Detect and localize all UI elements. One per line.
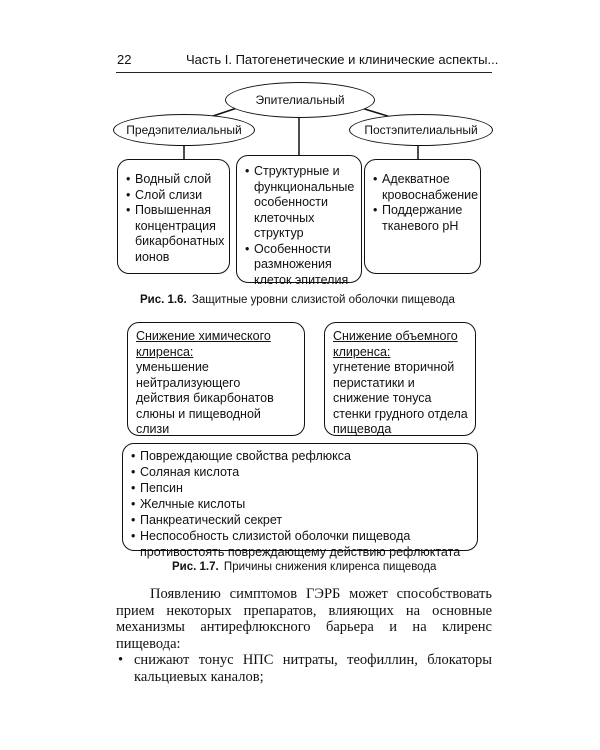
list-item: • Адекватное кровоснабжение xyxy=(373,172,479,202)
list-item: • Повышенная концентрация бикарбонатных ионов xyxy=(126,203,225,264)
bullet-icon: • xyxy=(118,652,124,668)
list-item: • Слой слизи xyxy=(126,187,203,202)
oval-epithelial: Эпителиальный xyxy=(225,82,375,118)
box-title: Снижение объемного клиренса: xyxy=(333,329,458,359)
box-title: Снижение химического клиренса: xyxy=(136,329,271,359)
box-text: уменьшение нейтрализующего действия бикарбонатов слюны и пищеводной слизи xyxy=(136,360,274,436)
list-item: • Неспособность слизистой оболочки пищевода противостоять повреждающему действию рефлюктата xyxy=(131,529,461,559)
list-item: • Повреждающие свойства рефлюкса xyxy=(131,449,351,463)
list-item: • Водный слой xyxy=(126,172,212,186)
box-postepithelial xyxy=(364,159,481,274)
body-text xyxy=(116,586,492,685)
caption-text: Причины снижения клиренса пищевода xyxy=(223,561,437,573)
list-item: • Поддержание тканевого рН xyxy=(373,203,463,233)
caption-label: Рис. 1.6. xyxy=(140,294,187,306)
box-epithelial xyxy=(236,155,362,287)
list-item: • Желчные кислоты xyxy=(131,497,246,511)
figure-1-7-caption xyxy=(172,561,436,573)
box-text: угнетение вторичной перистатики и снижение тонуса стенки грудного отдела пищевода xyxy=(333,360,468,436)
box-chemical-clearance xyxy=(127,322,305,436)
list-item: • Соляная кислота xyxy=(131,465,240,479)
running-title: Часть I. Патогенетические и клинические аспекты... xyxy=(186,52,499,67)
caption-text: Защитные уровни слизистой оболочки пищевода xyxy=(191,294,455,306)
list-item: • Панкреатический секрет xyxy=(131,513,283,527)
box-preepithelial xyxy=(117,159,230,274)
list-item: • Особенности размножения клеток эпителия xyxy=(245,241,349,287)
box-reflux-properties xyxy=(122,443,478,559)
oval-postepithelial: Постэпителиальный xyxy=(349,114,493,146)
box-volume-clearance xyxy=(324,322,476,436)
list-item: • снижают тонус НПС нитраты, теофиллин, блокаторы кальциевых каналов; xyxy=(118,652,492,685)
list-item: • Пепсин xyxy=(131,481,183,495)
page-number: 22 xyxy=(117,52,132,67)
caption-label: Рис. 1.7. xyxy=(172,561,219,573)
header-rule xyxy=(116,72,492,73)
paragraph: Появлению симптомов ГЭРБ может способствовать прием некоторых препаратов, влияющих на основные механизмы антирефлюксного барьера и на клиренс пищевода: xyxy=(116,586,492,652)
oval-preepithelial: Предэпителиальный xyxy=(113,114,255,146)
figure-1-6-caption xyxy=(140,294,455,306)
list-item: • Структурные и функциональные особенности клеточных структур xyxy=(245,164,355,240)
